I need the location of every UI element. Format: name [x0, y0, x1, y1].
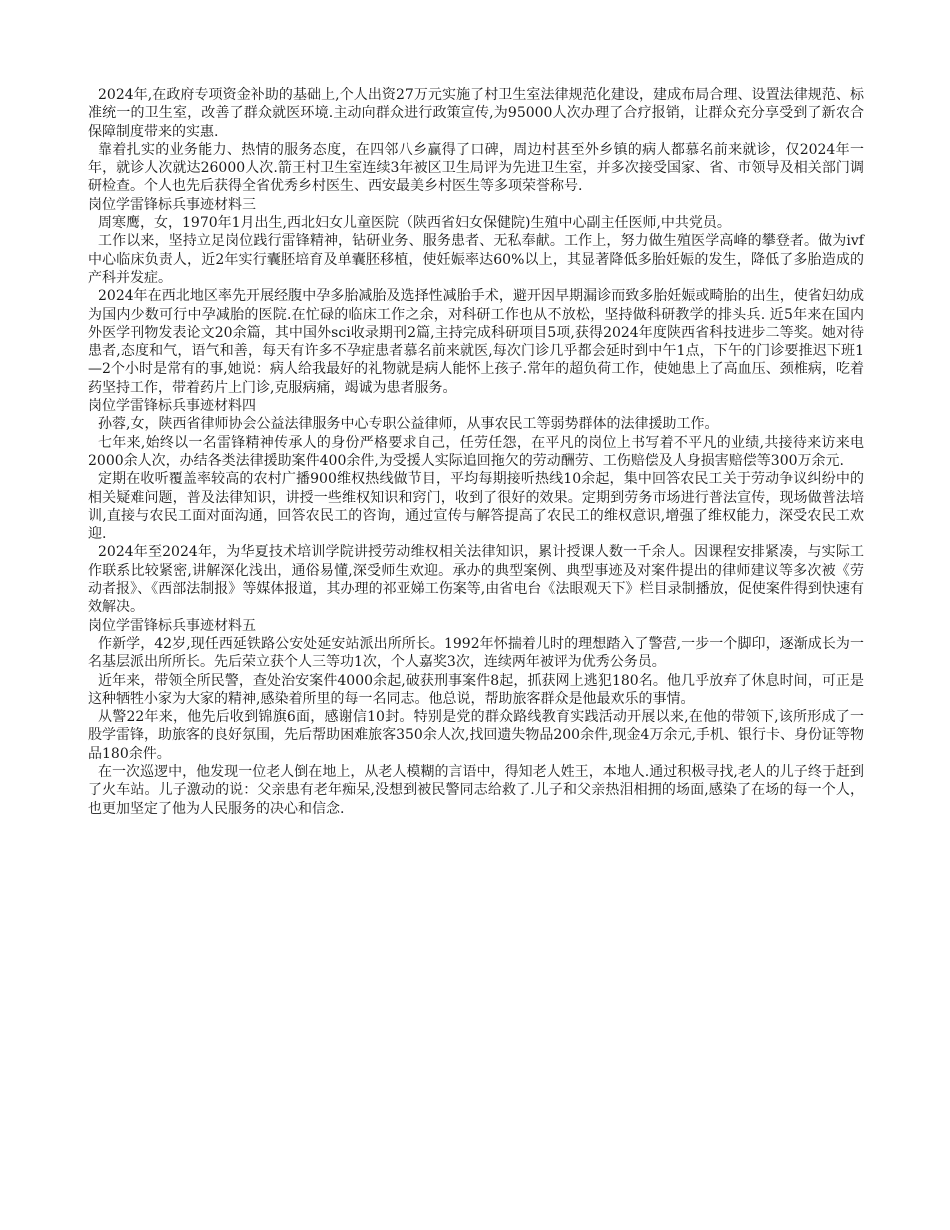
- document-body: [88, 86, 864, 818]
- paragraph: 靠着扎实的业务能力、热情的服务态度，在四邻八乡赢得了口碑，周边村甚至外乡镇的病人都慕名前来就诊，仅2024年一年，就诊人次就达26000人次.箭王村卫生室连续3年被区卫生局评为先进卫生室，并多次接受国家、省、市领导及相关部门调研检查。个人也先后获得全省优秀乡村医生、西安最美乡村医生等多项荣誉称号.: [88, 141, 864, 195]
- paragraph: 周寒鹰，女，1970年1月出生,西北妇女儿童医院（陕西省妇女保健院)生殖中心副主任医师,中共党员。: [98, 215, 731, 232]
- section-heading: 岗位学雷锋标兵事迹材料四: [88, 398, 256, 415]
- paragraph: 孙蓉,女，陕西省律师协会公益法律服务中心专职公益律师，从事农民工等弱势群体的法律援助工作。: [98, 416, 719, 433]
- paragraph: 2024年,在政府专项资金补助的基础上,个人出资27万元实施了村卫生室法律规范化建设，建成布局合理、设置法律规范、标准统一的卫生室，改善了群众就医环境.主动向群众进行政策宣传,为95000人次办理了合疗报销，让群众充分享受到了新农合保障制度带来的实惠.: [88, 87, 864, 140]
- paragraph: 近年来，带领全所民警，查处治安案件4000余起,破获刑事案件8起，抓获网上逃犯180名。他几乎放弃了休息时间，可正是这种牺牲小家为大家的精神,感染着所里的每一名同志。他总说，帮助旅客群众是他最欢乐的事情。: [88, 672, 864, 707]
- paragraph: 2024年在西北地区率先开展经腹中孕多胎减胎及选择性减胎手术，避开因早期漏诊而致多胎妊娠或畸胎的出生，使省妇幼成为国内少数可行中孕减胎的医院.在忙碌的临床工作之余，对科研工作也从不放松，坚持做科研教学的排头兵. 近5年来在国内外医学刊物发表论文20余篇，其中国外sci收录期刊2篇,主持完成科研项目5项,获得2024年度陕西省科技进步二等奖。她对待患者,态度和气，语气和善，每天有许多不孕症患者慕名前来就医,每次门诊几乎都会延时到中午1点，下午的门诊要推迟下班1—2个小时是常有的事,她说：病人给我最好的礼物就是病人能怀上孩子.常年的超负荷工作，使她患上了高血压、颈椎病，吃着药坚持工作，带着药片上门诊,克服病痛，竭诚为患者服务。: [88, 288, 864, 396]
- paragraph: 在一次巡逻中，他发现一位老人倒在地上，从老人模糊的言语中，得知老人姓王，本地人.通过积极寻找,老人的儿子终于赶到了火车站。儿子激动的说：父亲患有老年痴呆,没想到被民警同志给救了.儿子和父亲热泪相拥的场面,感染了在场的每一个人，也更加坚定了他为人民服务的决心和信念.: [88, 763, 864, 817]
- paragraph: 2024年至2024年，为华夏技术培训学院讲授劳动维权相关法律知识，累计授课人数一千余人。因课程安排紧凑，与实际工作联系比较紧密,讲解深化浅出，通俗易懂,深受师生欢迎。承办的典型案例、典型事迹及对案件提出的律师建议等多次被《劳动者报》、《西部法制报》等媒体报道，其办理的祁亚娣工伤案等,由省电台《法眼观天下》栏目录制播放，促使案件得到快速有效解决。: [88, 544, 864, 616]
- paragraph: 定期在收听覆盖率较高的农村广播900维权热线做节目，平均每期接听热线10余起，集中回答农民工关于劳动争议纠纷中的相关疑难问题，普及法律知识，讲授一些维权知识和窍门，收到了很好的效果。定期到劳务市场进行普法宣传，现场做普法培训,直接与农民工面对面沟通，回答农民工的咨询，通过宣传与解答提高了农民工的维权意识,增强了维权能力，深受农民工欢迎.: [88, 471, 864, 543]
- paragraph: 七年来,始终以一名雷锋精神传承人的身份严格要求自己，任劳任怨，在平凡的岗位上书写着不平凡的业绩,共接待来访来电2000余人次，办结各类法律援助案件400余件,为受援人实际追回拖欠的劳动酬劳、工伤赔偿及人身损害赔偿等300万余元.: [88, 434, 864, 469]
- section-heading: 岗位学雷锋标兵事迹材料五: [88, 617, 256, 634]
- section-heading: 岗位学雷锋标兵事迹材料三: [88, 196, 256, 213]
- paragraph: 作新学，42岁,现任西延铁路公安处延安站派出所所长。1992年怀揣着儿时的理想踏入了警营,一步一个脚印，逐渐成长为一名基层派出所所长。先后荣立获个人三等功1次，个人嘉奖3次，连续两年被评为优秀公务员。: [88, 635, 864, 671]
- paragraph: 工作以来，坚持立足岗位践行雷锋精神，钻研业务、服务患者、无私奉献。工作上，努力做生殖医学高峰的攀登者。做为ivf中心临床负责人，近2年实行囊胚培育及单囊胚移植，使妊娠率达60%以上，其显著降低多胎妊娠的发生，降低了多胎造成的产科并发症。: [88, 233, 864, 286]
- paragraph: 从警22年来，他先后收到锦旗6面，感谢信10封。特别是党的群众路线教育实践活动开展以来,在他的带领下,该所形成了一股学雷锋，助旅客的良好氛围，先后帮助困难旅客350余人次,找回遗失物品200余件,现金4万余元,手机、银行卡、身份证等物品180余件。: [88, 709, 864, 762]
